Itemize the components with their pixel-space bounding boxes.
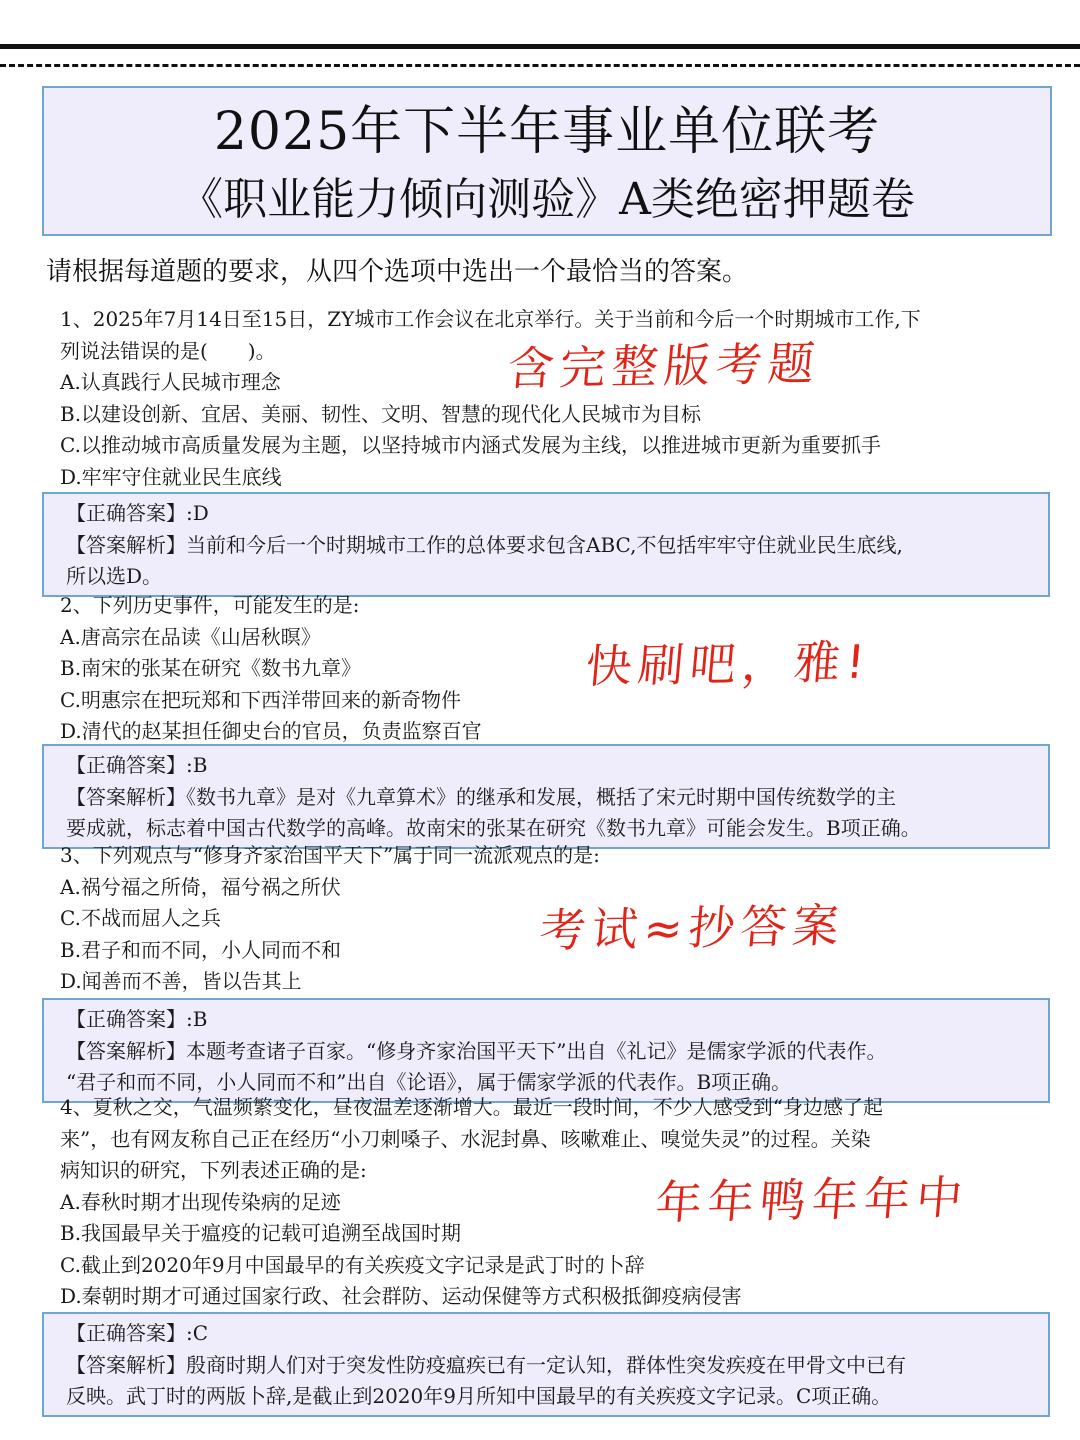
question-line: 4、夏秋之交，气温频繁变化，昼夜温差逐渐增大。最近一段时间，不少人感受到“身边感了起 (60, 1095, 883, 1119)
option-b: B.我国最早关于瘟疫的记载可追溯至战国时期 (60, 1221, 462, 1245)
option-d: D.秦朝时期才可通过国家行政、社会群防、运动保健等方式积极抵御疫病侵害 (60, 1284, 742, 1308)
option-c: C.不战而屈人之兵 (60, 906, 221, 930)
answer-box-1 (42, 492, 1050, 597)
handwritten-note-1: 含完整版考题 (505, 336, 823, 396)
title-box (42, 86, 1052, 236)
handwritten-note-3: 考试≈抄答案 (537, 898, 848, 958)
option-b: B.以建设创新、宜居、美丽、韧性、文明、智慧的现代化人民城市为目标 (60, 401, 702, 426)
option-a: A.认真践行人民城市理念 (60, 370, 281, 394)
answer-analysis-line: 反映。武丁时的两版卜辞,是截止到2020年9月所知中国最早的有关疾疫文字记录。C项正确。 (66, 1384, 892, 1408)
question-1 (60, 304, 1050, 493)
correct-answer: 【正确答案】:B (66, 753, 208, 777)
correct-answer: 【正确答案】:C (66, 1321, 209, 1345)
option-c: C.截止到2020年9月中国最早的有关疾疫文字记录是武丁时的卜辞 (60, 1252, 645, 1277)
option-d: D.闻善而不善，皆以告其上 (60, 969, 302, 993)
answer-analysis-line: 【答案解析】《数书九章》是对《九章算术》的继承和发展，概括了宋元时期中国传统数学的主 (66, 784, 896, 809)
question-2 (60, 590, 1050, 748)
instructions: 请根据每道题的要求，从四个选项中选出一个最恰当的答案。 (46, 257, 749, 287)
question-line: 来”，也有网友称自己正在经历“小刀刺嗓子、水泥封鼻、咳嗽难止、嗅觉失灵”的过程。关染 (60, 1126, 871, 1151)
answer-analysis-line: 所以选D。 (66, 564, 163, 588)
option-a: A.祸兮福之所倚，福兮祸之所伏 (60, 874, 341, 899)
answer-analysis-line: 【答案解析】当前和今后一个时期城市工作的总体要求包含ABC,不包括牢牢守住就业民生底线, (66, 532, 903, 557)
answer-analysis-line: 【答案解析】本题考查诸子百家。“修身齐家治国平天下”出自《礼记》是儒家学派的代表作。 (66, 1038, 887, 1063)
question-line: 2、下列历史事件，可能发生的是: (60, 593, 360, 617)
answer-analysis-line: 【答案解析】殷商时期人们对于突发性防疫瘟疾已有一定认知，群体性突发疾疫在甲骨文中已有 (66, 1352, 906, 1377)
option-b: B.君子和而不同，小人同而不和 (60, 937, 342, 962)
question-line: 3、下列观点与“修身齐家治国平天下”属于同一流派观点的是: (60, 843, 600, 867)
answer-box-3 (42, 998, 1050, 1103)
correct-answer: 【正确答案】:D (66, 501, 209, 525)
answer-analysis-line: “君子和而不同，小人同而不和”出自《论语》，属于儒家学派的代表作。B项正确。 (66, 1070, 792, 1094)
option-a: A.唐高宗在品读《山居秋暝》 (60, 624, 321, 649)
option-b: B.南宋的张某在研究《数书九章》 (60, 656, 362, 680)
answer-box-2 (42, 744, 1050, 849)
answer-box-4 (42, 1312, 1050, 1417)
title-line-2: 《职业能力倾向测验》A类绝密押题卷 (179, 174, 915, 225)
top-solid-rule (0, 44, 1080, 49)
option-d: D.牢牢守住就业民生底线 (60, 464, 282, 489)
top-dashed-rule (0, 64, 1080, 67)
handwritten-note-2: 快刷吧，雅! (583, 634, 874, 694)
question-line: 列说法错误的是( )。 (60, 338, 276, 363)
answer-analysis-line: 要成就，标志着中国古代数学的高峰。故南宋的张某在研究《数书九章》可能会发生。B项正确。 (66, 816, 921, 840)
title-line-1: 2025年下半年事业单位联考 (213, 102, 881, 162)
question-line: 病知识的研究，下列表述正确的是: (60, 1158, 367, 1182)
option-c: C.明惠宗在把玩郑和下西洋带回来的新奇物件 (60, 687, 461, 712)
option-c: C.以推动城市高质量发展为主题，以坚持城市内涵式发展为主线，以推进城市更新为重要抓手 (60, 433, 881, 457)
option-a: A.春秋时期才出现传染病的足迹 (60, 1189, 341, 1214)
question-line: 1、2025年7月14日至15日，ZY城市工作会议在北京举行。关于当前和今后一个时期城市工作,下 (60, 307, 921, 331)
handwritten-note-4: 年年鸭年年中 (653, 1170, 971, 1230)
correct-answer: 【正确答案】:B (66, 1007, 208, 1031)
option-d: D.清代的赵某担任御史台的官员，负责监察百官 (60, 719, 482, 743)
